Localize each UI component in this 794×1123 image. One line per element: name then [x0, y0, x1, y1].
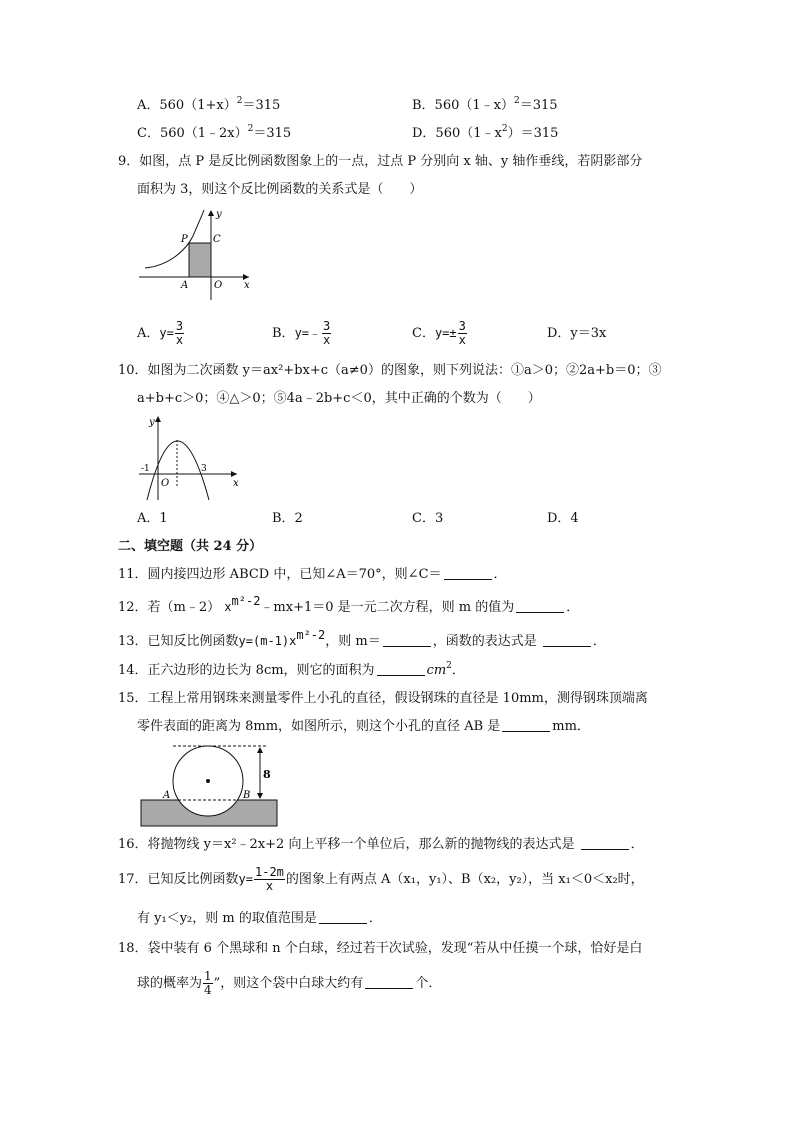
q18-line1: 18．袋中装有 6 个黑球和 n 个白球，经过若干次试验，发现“若从中任摸一个球，恰好是白 — [118, 941, 643, 956]
q8-option-b: B．560（1﹣x）$^2$＝315 — [412, 96, 558, 113]
q10-option-a: A．1 — [137, 511, 168, 526]
q11-answer-blank — [444, 566, 492, 580]
q15-figure — [137, 740, 282, 830]
q16: 16．将抛物线 y＝x²﹣2x+2 向上平移一个单位后，那么新的抛物线的表达式是 ． — [118, 837, 644, 852]
q10-stem-line2: a+b+c＞0；④△＞0；⑤4a﹣2b+c＜0，其中正确的个数为（ ） — [137, 391, 541, 406]
q15-stem-line1: 15．工程上常用钢珠来测量零件上小孔的直径，假设钢珠的直径是 10mm，测得钢珠顶端离 — [118, 691, 648, 706]
q10-option-b: B．2 — [272, 511, 303, 526]
q9-stem-line2: 面积为 3，则这个反比例函数的关系式是（ ） — [137, 182, 423, 197]
q18-line2: 球的概率为 $\frac{1}{4}$ ”，则这个袋中白球大约有 个． — [137, 969, 442, 997]
q8-option-d: D．$560(1﹣x^2)=315$ — [412, 124, 559, 141]
q9-option-d: D．y＝3x — [547, 326, 607, 341]
q13-answer-blank-m — [383, 633, 431, 647]
q15-fig-label-8: 8 — [263, 768, 271, 781]
q14-answer-blank — [377, 662, 425, 676]
q15-stem-line2: 零件表面的距离为 8mm，如图所示，则这个小孔的直径 AB 是 mm． — [137, 719, 590, 734]
q9-fig-label-x: x — [244, 280, 250, 291]
q16-answer-blank — [581, 836, 629, 850]
q18-answer-blank — [365, 975, 413, 989]
q10-fig-label-o: O — [161, 478, 170, 489]
q9-fig-label-p: P — [181, 234, 188, 245]
q13: 13．已知反比例函数$y=(m-1)x^{m^2-2}$，则 m＝ ，函数的表达式是 ． — [118, 628, 606, 649]
q10-option-d: D．4 — [547, 511, 579, 526]
q10-figure — [137, 412, 247, 502]
q10-fig-label-x: x — [233, 478, 239, 489]
q9-stem-line1: 9．如图，点 P 是反比例函数图象上的一点，过点 P 分别向 x 轴、y 轴作垂线，若阴影部分 — [118, 154, 643, 169]
q9-fig-label-a: A — [181, 280, 189, 291]
q15-answer-blank — [502, 718, 550, 732]
q10-option-c: C．3 — [412, 511, 444, 526]
q10-fig-label-minus1: -1 — [141, 464, 150, 474]
q9-option-a: A．y= $\frac{3}{x}$ — [137, 319, 184, 347]
q9-fig-label-y: y — [216, 209, 222, 220]
q9-fig-label-c: C — [213, 234, 221, 245]
q17-line2: 有 y₁＜y₂，则 m 的取值范围是 ． — [137, 911, 382, 926]
section-fill-in-heading: 二、填空题（共 24 分） — [118, 539, 263, 554]
q9-figure — [137, 206, 257, 302]
q10-fig-label-3: 3 — [201, 464, 207, 474]
q12: 12．若（m﹣2） $x^{m^2-2}﹣mx+1=0$ 是一元二次方程，则 m 的值为 ． — [118, 594, 580, 615]
q9-option-c: C．y=± $\frac{3}{x}$ — [412, 319, 466, 347]
q17-answer-blank — [319, 910, 367, 924]
q15-fig-label-b: B — [243, 790, 251, 801]
q12-answer-blank — [516, 599, 564, 613]
q10-fig-label-y: y — [149, 417, 155, 428]
q9-fig-label-o: O — [214, 280, 223, 291]
q8-option-a: A．$560(1+x)^2=315$ — [137, 96, 281, 113]
q17-line1: 17．已知反比例函数y= $\frac{1-2m}{x}$ 的图象上有两点 A（x₁，y₁）、B（x₂，y₂），当 x₁＜0＜x₂时， — [118, 865, 644, 893]
q14: 14．正六边形的边长为 8cm，则它的面积为 $cm^2$． — [118, 661, 465, 678]
q9-option-b: B．y=﹣ $\frac{3}{x}$ — [272, 319, 331, 347]
q10-stem-line1: 10．如图为二次函数 y＝ax²+bx+c（a≠0）的图象，则下列说法：①a＞0；②2a+b＝0；③ — [118, 363, 662, 378]
q11: 11．圆内接四边形 ABCD 中，已知∠A＝70°，则∠C＝ ． — [118, 567, 507, 582]
q15-fig-label-a: A — [163, 790, 171, 801]
q13-answer-blank-expression — [543, 633, 591, 647]
q8-option-c: C．560（1﹣2x）$^2$＝315 — [137, 124, 292, 141]
